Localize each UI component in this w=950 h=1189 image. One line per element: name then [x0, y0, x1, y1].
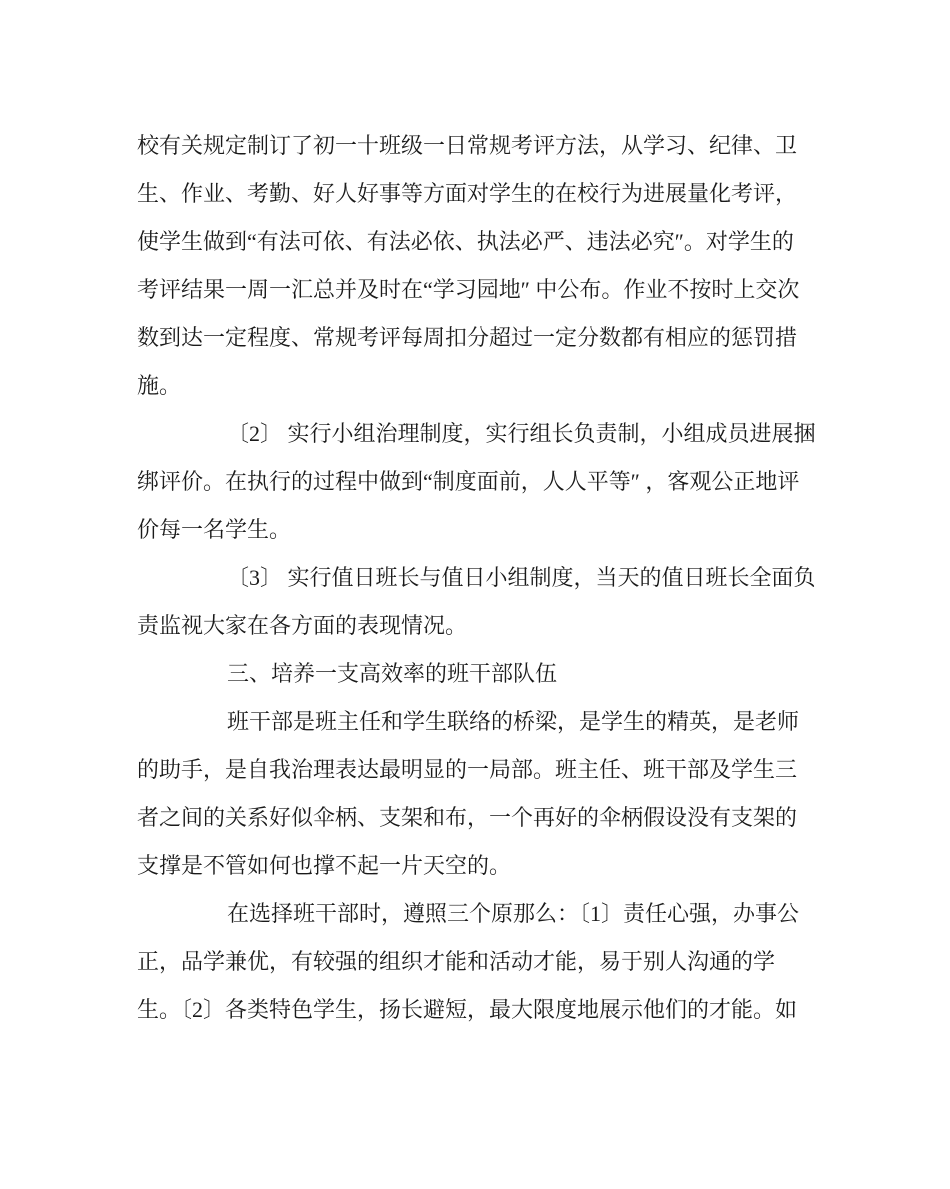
text-line-paragraph-start: 在选择班干部时，遵照三个原那么：〔1〕责任心强，办事公 [227, 901, 800, 926]
text-line-paragraph-start: 〔3〕 实行值日班长与值日小组制度，当天的值日班长全面负 [227, 565, 816, 590]
text-line: 正，品学兼优，有较强的组织才能和活动才能，易于别人沟通的学 [137, 949, 776, 974]
text-line: 者之间的关系好似伞柄、支架和布，一个再好的伞柄假设没有支架的 [137, 805, 798, 830]
text-line-paragraph-start: 〔2〕 实行小组治理制度，实行组长负责制，小组成员进展捆 [227, 421, 816, 446]
text-line: 校有关规定制订了初一十班级一日常规考评方法，从学习、纪律、卫 [137, 133, 798, 158]
text-line: 生、作业、考勤、好人好事等方面对学生的在校行为进展量化考评， [137, 181, 798, 206]
text-line: 使学生做到“有法可依、有法必依、执法必严、违法必究″。对学生的 [137, 229, 794, 254]
text-line: 数到达一定程度、常规考评每周扣分超过一定分数都有相应的惩罚措 [137, 325, 798, 350]
section-heading: 三、培养一支高效率的班干部队伍 [227, 661, 558, 686]
text-line-paragraph-start: 班干部是班主任和学生联络的桥梁，是学生的精英，是老师 [227, 709, 800, 734]
text-line: 考评结果一周一汇总并及时在“学习园地″ 中公布。作业不按时上交次 [137, 277, 800, 302]
text-line: 绑评价。在执行的过程中做到“制度面前，人人平等″ ，客观公正地评 [137, 469, 800, 494]
text-line: 生。〔2〕各类特色学生，扬长避短，最大限度地展示他们的才能。如 [137, 997, 798, 1022]
text-line: 价每一名学生。 [137, 517, 292, 542]
text-line: 责监视大家在各方面的表现情况。 [137, 613, 468, 638]
text-line: 施。 [137, 373, 182, 398]
text-line: 的助手，是自我治理表达最明显的一局部。班主任、班干部及学生三 [137, 757, 798, 782]
document-body [137, 122, 837, 1034]
text-line: 支撑是不管如何也撑不起一片天空的。 [137, 853, 512, 878]
